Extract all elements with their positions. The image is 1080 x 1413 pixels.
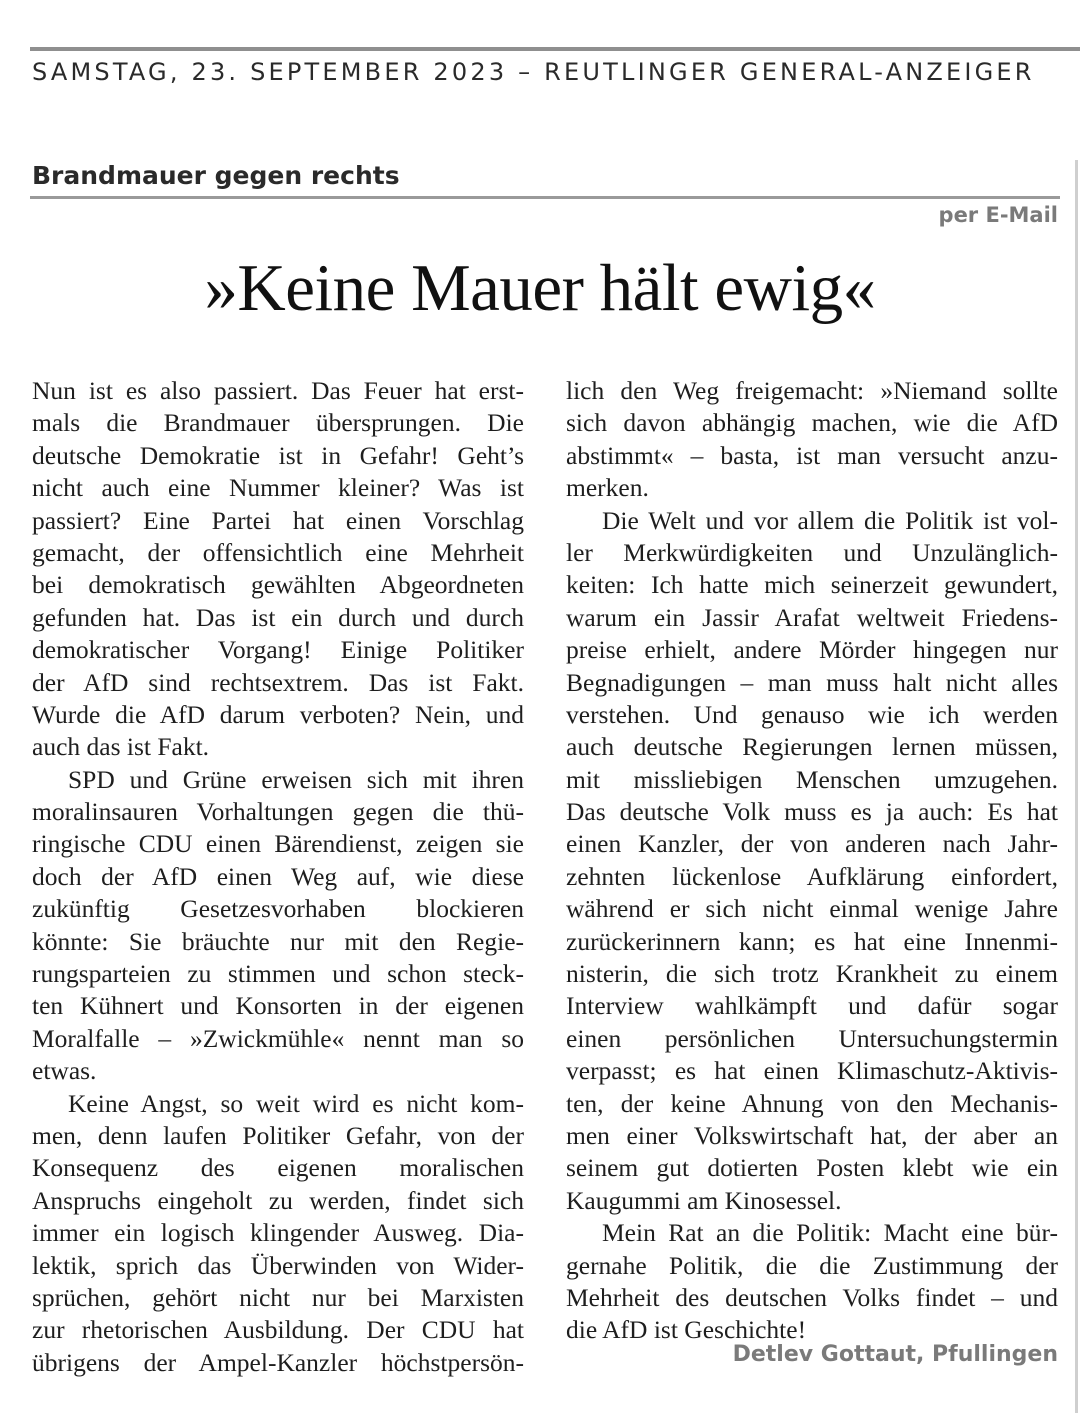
article-headline: »Keine Mauer hält ewig« <box>204 251 876 325</box>
article-column-right <box>566 375 1058 1347</box>
text-line: Wurde die AfD darum verboten? Nein, und <box>32 699 524 729</box>
text-line: seinem gut dotierten Posten klebt wie ein <box>566 1153 1058 1183</box>
text-line: warum ein Jassir Arafat weltweit Friedens- <box>566 602 1058 632</box>
text-line: Nun ist es also passiert. Das Feuer hat erst- <box>32 376 524 405</box>
text-line: Begnadigungen – man muss halt nicht alles <box>566 667 1058 697</box>
text-line: immer ein logisch klingender Ausweg. Dia- <box>32 1218 524 1248</box>
text-line: deutsche Demokratie ist in Gefahr! Geht’s <box>32 440 524 470</box>
text-line: Keine Angst, so weit wird es nicht kom- <box>68 1088 524 1118</box>
text-line: ringische CDU einen Bärendienst, zeigen sie <box>32 829 524 859</box>
text-line: verpasst; es hat einen Klimaschutz-Aktivis- <box>566 1056 1058 1086</box>
text-line: einen persönlichen Untersuchungstermin <box>566 1023 1058 1053</box>
text-line: rungsparteien zu stimmen und schon steck- <box>32 959 524 989</box>
text-line: ten, der keine Ahnung von den Mechanis- <box>566 1088 1058 1118</box>
text-line: lich den Weg freigemacht: »Niemand sollte <box>566 376 1058 405</box>
text-line: könnte: Sie bräuchte nur mit den Regie- <box>32 926 524 956</box>
text-line: sprüchen, gehört nicht nur bei Marxisten <box>32 1282 524 1312</box>
section-rule <box>30 196 1060 199</box>
page-edge <box>1075 160 1078 1413</box>
text-line: SPD und Grüne erweisen sich mit ihren <box>68 764 524 794</box>
masthead-dateline: SAMSTAG, 23. SEPTEMBER 2023 – REUTLINGER GENERAL-ANZEIGER <box>32 58 1035 86</box>
text-line: die AfD ist Geschichte! <box>566 1315 807 1345</box>
author-signature: Detlev Gottaut, Pfullingen <box>732 1342 1058 1367</box>
text-line: moralinsauren Vorhaltungen gegen die thü- <box>32 797 524 827</box>
masthead-rule <box>30 47 1080 51</box>
text-line: Das deutsche Volk muss es ja auch: Es hat <box>566 797 1058 827</box>
text-line: ler Merkwürdigkeiten und Unzulänglich- <box>566 537 1058 567</box>
text-line: Die Welt und vor allem die Politik ist vol- <box>602 505 1058 535</box>
text-line: doch der AfD einen Weg auf, wie diese <box>32 861 524 891</box>
text-line: lektik, sprich das Überwinden von Wider- <box>32 1250 524 1280</box>
text-line: zur rhetorischen Ausbildung. Der CDU hat <box>32 1315 524 1345</box>
text-line: Konsequenz des eigenen moralischen <box>32 1153 524 1183</box>
text-line: einen Kanzler, der von anderen nach Jahr- <box>566 829 1058 859</box>
text-line: verstehen. Und genauso wie ich werden <box>566 699 1058 729</box>
text-line: der AfD sind rechtsextrem. Das ist Fakt. <box>32 667 524 697</box>
text-line: mit missliebigen Menschen umzugehen. <box>566 764 1058 794</box>
text-line: zukünftig Gesetzesvorhaben blockieren <box>32 894 524 924</box>
text-line: men einer Volkswirtschaft hat, der aber an <box>566 1120 1058 1150</box>
text-line: gernahe Politik, die die Zustimmung der <box>566 1250 1058 1280</box>
text-line: men, denn laufen Politiker Gefahr, von der <box>32 1120 524 1150</box>
text-line: Mein Rat an die Politik: Macht eine bür- <box>602 1218 1058 1248</box>
article-column-left <box>32 375 524 1379</box>
text-line: mals die Brandmauer übersprungen. Die <box>32 408 524 438</box>
text-line: gemacht, der offensichtlich eine Mehrheit <box>32 537 524 567</box>
text-line: zehnten lückenlose Aufklärung einfordert, <box>566 861 1058 891</box>
text-line: abstimmt« – basta, ist man versucht anzu- <box>566 440 1058 470</box>
text-line: demokratischer Vorgang! Einige Politiker <box>32 635 524 665</box>
text-line: preise erhielt, andere Mörder hingegen nur <box>566 635 1058 665</box>
text-line: merken. <box>566 473 649 503</box>
text-line: passiert? Eine Partei hat einen Vorschlag <box>32 505 524 535</box>
section-heading: Brandmauer gegen rechts <box>32 161 400 190</box>
text-line: gefunden hat. Das ist ein durch und durch <box>32 602 524 632</box>
text-line: Mehrheit des deutschen Volks findet – und <box>566 1282 1058 1312</box>
text-line: sich davon abhängig machen, wie die AfD <box>566 408 1058 438</box>
text-line: Moralfalle – »Zwickmühle« nennt man so <box>32 1023 524 1053</box>
text-line: auch das ist Fakt. <box>32 732 210 762</box>
text-line: während er sich nicht einmal wenige Jahre <box>566 894 1058 924</box>
text-line: Anspruchs eingeholt zu werden, findet sich <box>32 1185 524 1215</box>
submission-note: per E-Mail <box>938 203 1058 227</box>
text-line: nisterin, die sich trotz Krankheit zu einem <box>566 959 1058 989</box>
text-line: zurückerinnern kann; es hat eine Innenmi- <box>566 926 1058 956</box>
text-line: Interview wahlkämpft und dafür sogar <box>566 991 1058 1021</box>
text-line: Kaugummi am Kinosessel. <box>566 1185 842 1215</box>
text-line: bei demokratisch gewählten Abgeordneten <box>32 570 524 600</box>
text-line: ten Kühnert und Konsorten in der eigenen <box>32 991 524 1021</box>
text-line: nicht auch eine Nummer kleiner? Was ist <box>32 473 524 503</box>
text-line: auch deutsche Regierungen lernen müssen, <box>566 732 1058 762</box>
text-line: keiten: Ich hatte mich seinerzeit gewundert, <box>566 570 1058 600</box>
text-line: übrigens der Ampel-Kanzler höchstpersön- <box>32 1347 524 1377</box>
text-line: etwas. <box>32 1056 97 1086</box>
